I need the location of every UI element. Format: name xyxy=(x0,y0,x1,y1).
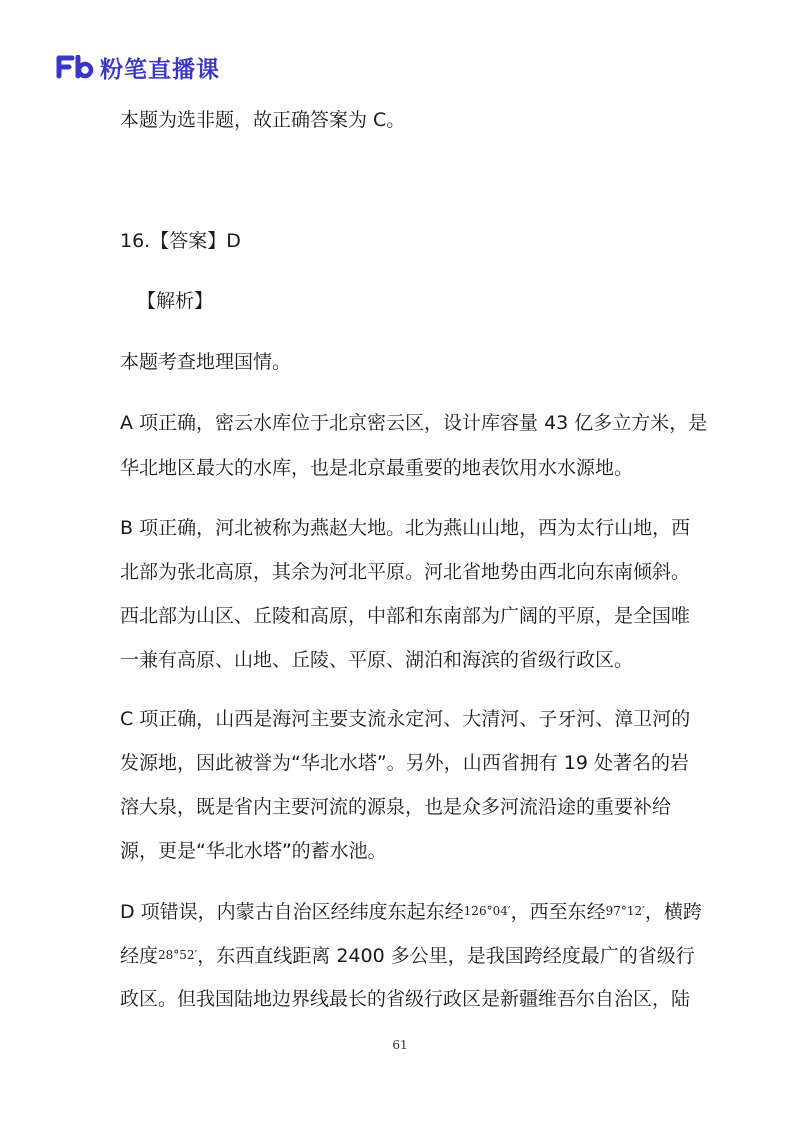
text-line: A 项正确，密云水库位于北京密云区，设计库容量 43 亿多立方米，是 xyxy=(120,412,708,434)
brand-logo xyxy=(56,52,220,82)
text-line: 源，更是“华北水塔”的蓄水池。 xyxy=(120,840,387,862)
text-line: 华北地区最大的水库，也是北京最重要的地表饮用水水源地。 xyxy=(120,457,634,479)
text-line: C 项正确，山西是海河主要支流永定河、大清河、子牙河、漳卫河的 xyxy=(120,708,691,730)
text-line: B 项正确，河北被称为燕赵大地。北为燕山山地，西为太行山地，西 xyxy=(120,517,691,539)
text-line: 北部为张北高原，其余为河北平原。河北省地势由西北向东南倾斜。 xyxy=(120,561,691,583)
text-line: 发源地，因此被誉为“华北水塔”。另外，山西省拥有 19 处著名的岩 xyxy=(120,752,689,774)
analysis-label: 【解析】 xyxy=(137,290,214,312)
fb-logo-icon xyxy=(56,55,94,79)
text-line: D 项错误，内蒙古自治区经纬度东起东经126°04′，西至东经97°12′，横跨 xyxy=(120,901,702,923)
text-line: 西北部为山区、丘陵和高原，中部和东南部为广阔的平原，是全国唯 xyxy=(120,605,691,627)
text-line: 经度28°52′，东西直线距离 2400 多公里，是我国跨经度最广的省级行 xyxy=(120,945,695,967)
brand-name: 粉笔直播课 xyxy=(100,56,220,83)
text-line: 政区。但我国陆地边界线最长的省级行政区是新疆维吾尔自治区，陆 xyxy=(120,988,691,1010)
text-line: 一兼有高原、山地、丘陵、平原、湖泊和海滨的省级行政区。 xyxy=(120,649,634,671)
answer-heading: 16.【答案】D xyxy=(120,230,241,252)
text-line: 本题为选非题，故正确答案为 C。 xyxy=(120,109,406,131)
coordinate-value: 97°12′ xyxy=(605,904,645,918)
coordinate-value: 28°52′ xyxy=(158,948,198,962)
text-line: 本题考查地理国情。 xyxy=(120,351,292,373)
text-line: 溶大泉，既是省内主要河流的源泉，也是众多河流沿途的重要补给 xyxy=(120,796,672,818)
page-number: 61 xyxy=(392,1038,408,1052)
coordinate-value: 126°04′ xyxy=(463,904,511,918)
